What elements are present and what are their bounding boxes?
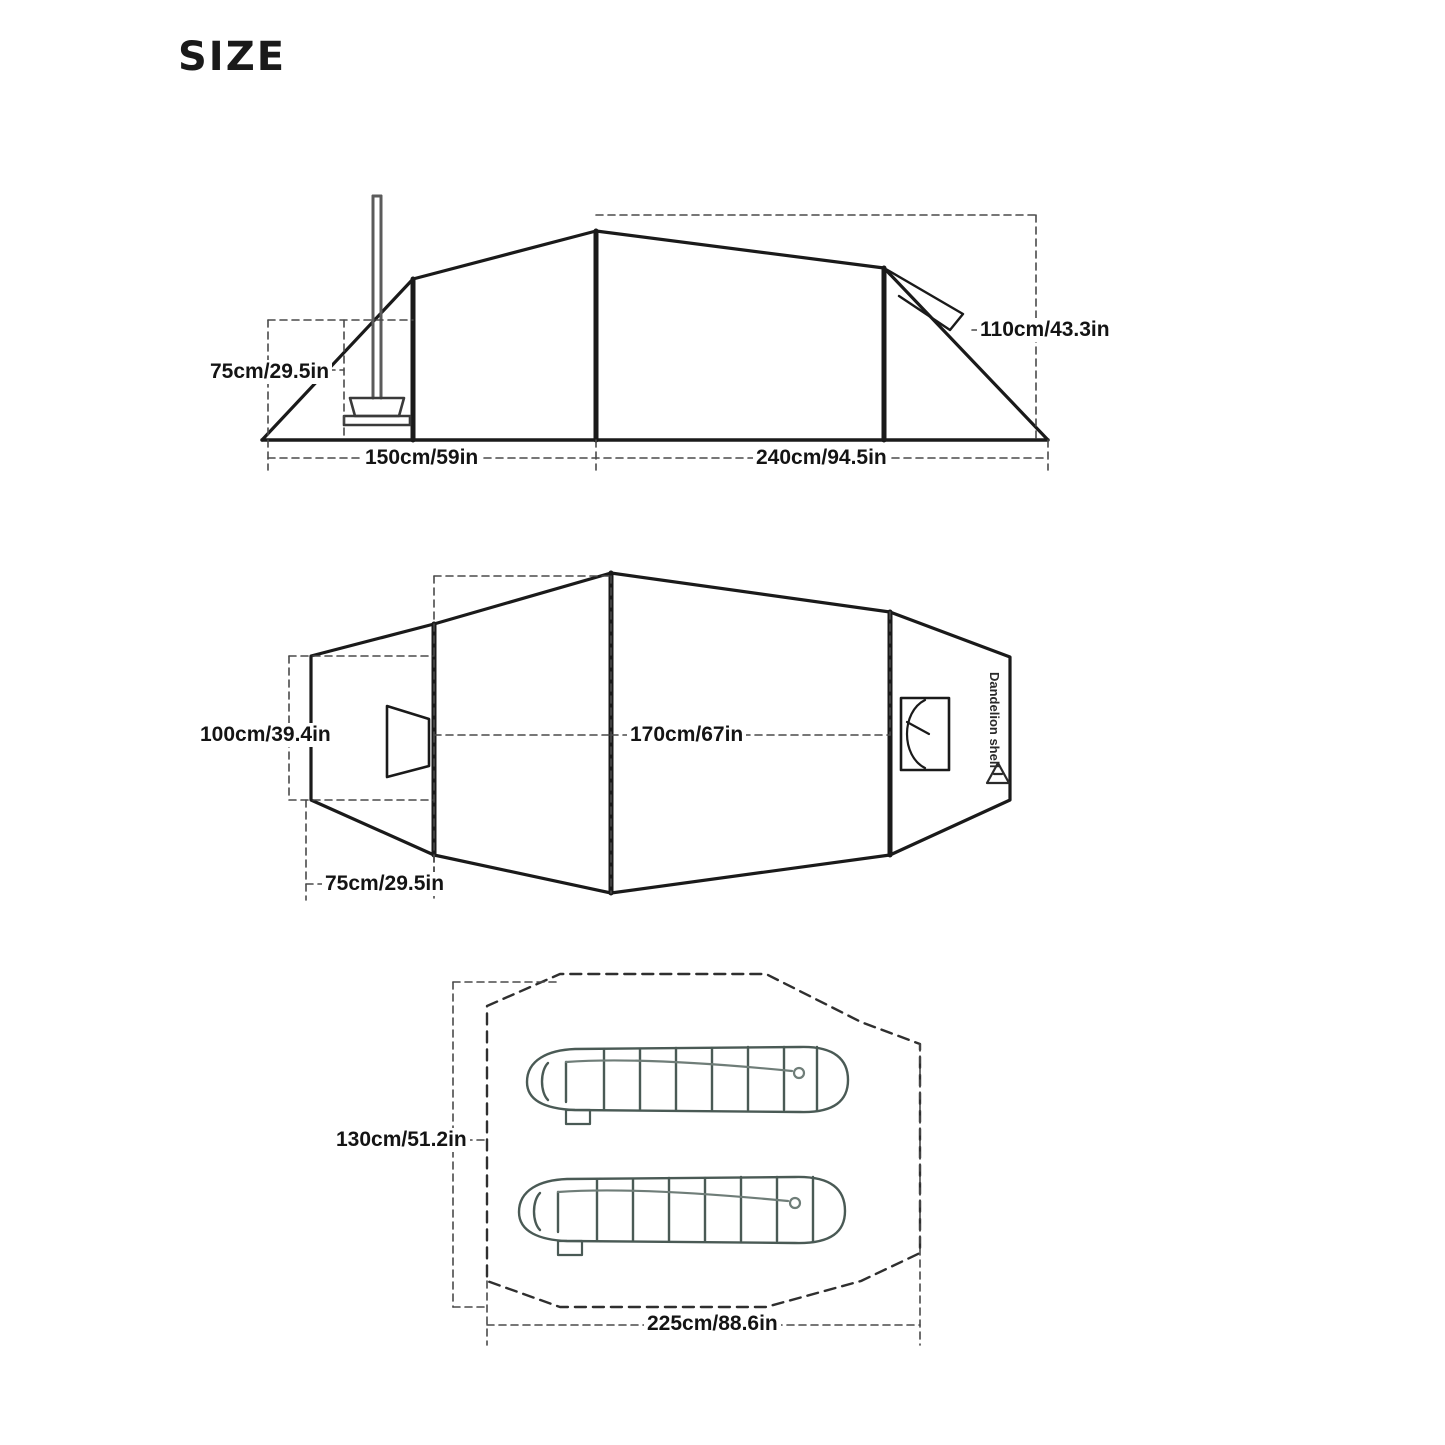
sleeping-bag-bottom (519, 1177, 845, 1255)
sleeping-bag-top (527, 1047, 848, 1124)
stove-body (344, 398, 410, 425)
page-title: SIZE (178, 34, 287, 80)
floor-plan-outline (487, 974, 920, 1307)
side-view-dim-body-length: 240cm/94.5in (753, 446, 890, 470)
top-view-dimension-lines (289, 576, 890, 900)
top-view-dim-end-length: 75cm/29.5in (322, 872, 447, 896)
top-view-dim-main-length: 170cm/67in (627, 723, 746, 747)
top-view-dim-end-width: 100cm/39.4in (197, 723, 334, 747)
side-view-dimension-lines (268, 215, 1048, 470)
floor-view-dim-width: 130cm/51.2in (333, 1128, 470, 1152)
side-view-dim-vestibule-length: 150cm/59in (362, 446, 481, 470)
floor-view-dim-length: 225cm/88.6in (644, 1312, 781, 1336)
stove-chimney (373, 196, 381, 398)
side-view-dim-peak-height: 110cm/43.3in (977, 318, 1113, 342)
brand-name-label: Dandelion shell (987, 672, 1002, 769)
floor-view-dimension-lines (453, 982, 920, 1345)
side-view-dim-vestibule-height: 75cm/29.5in (207, 360, 332, 384)
